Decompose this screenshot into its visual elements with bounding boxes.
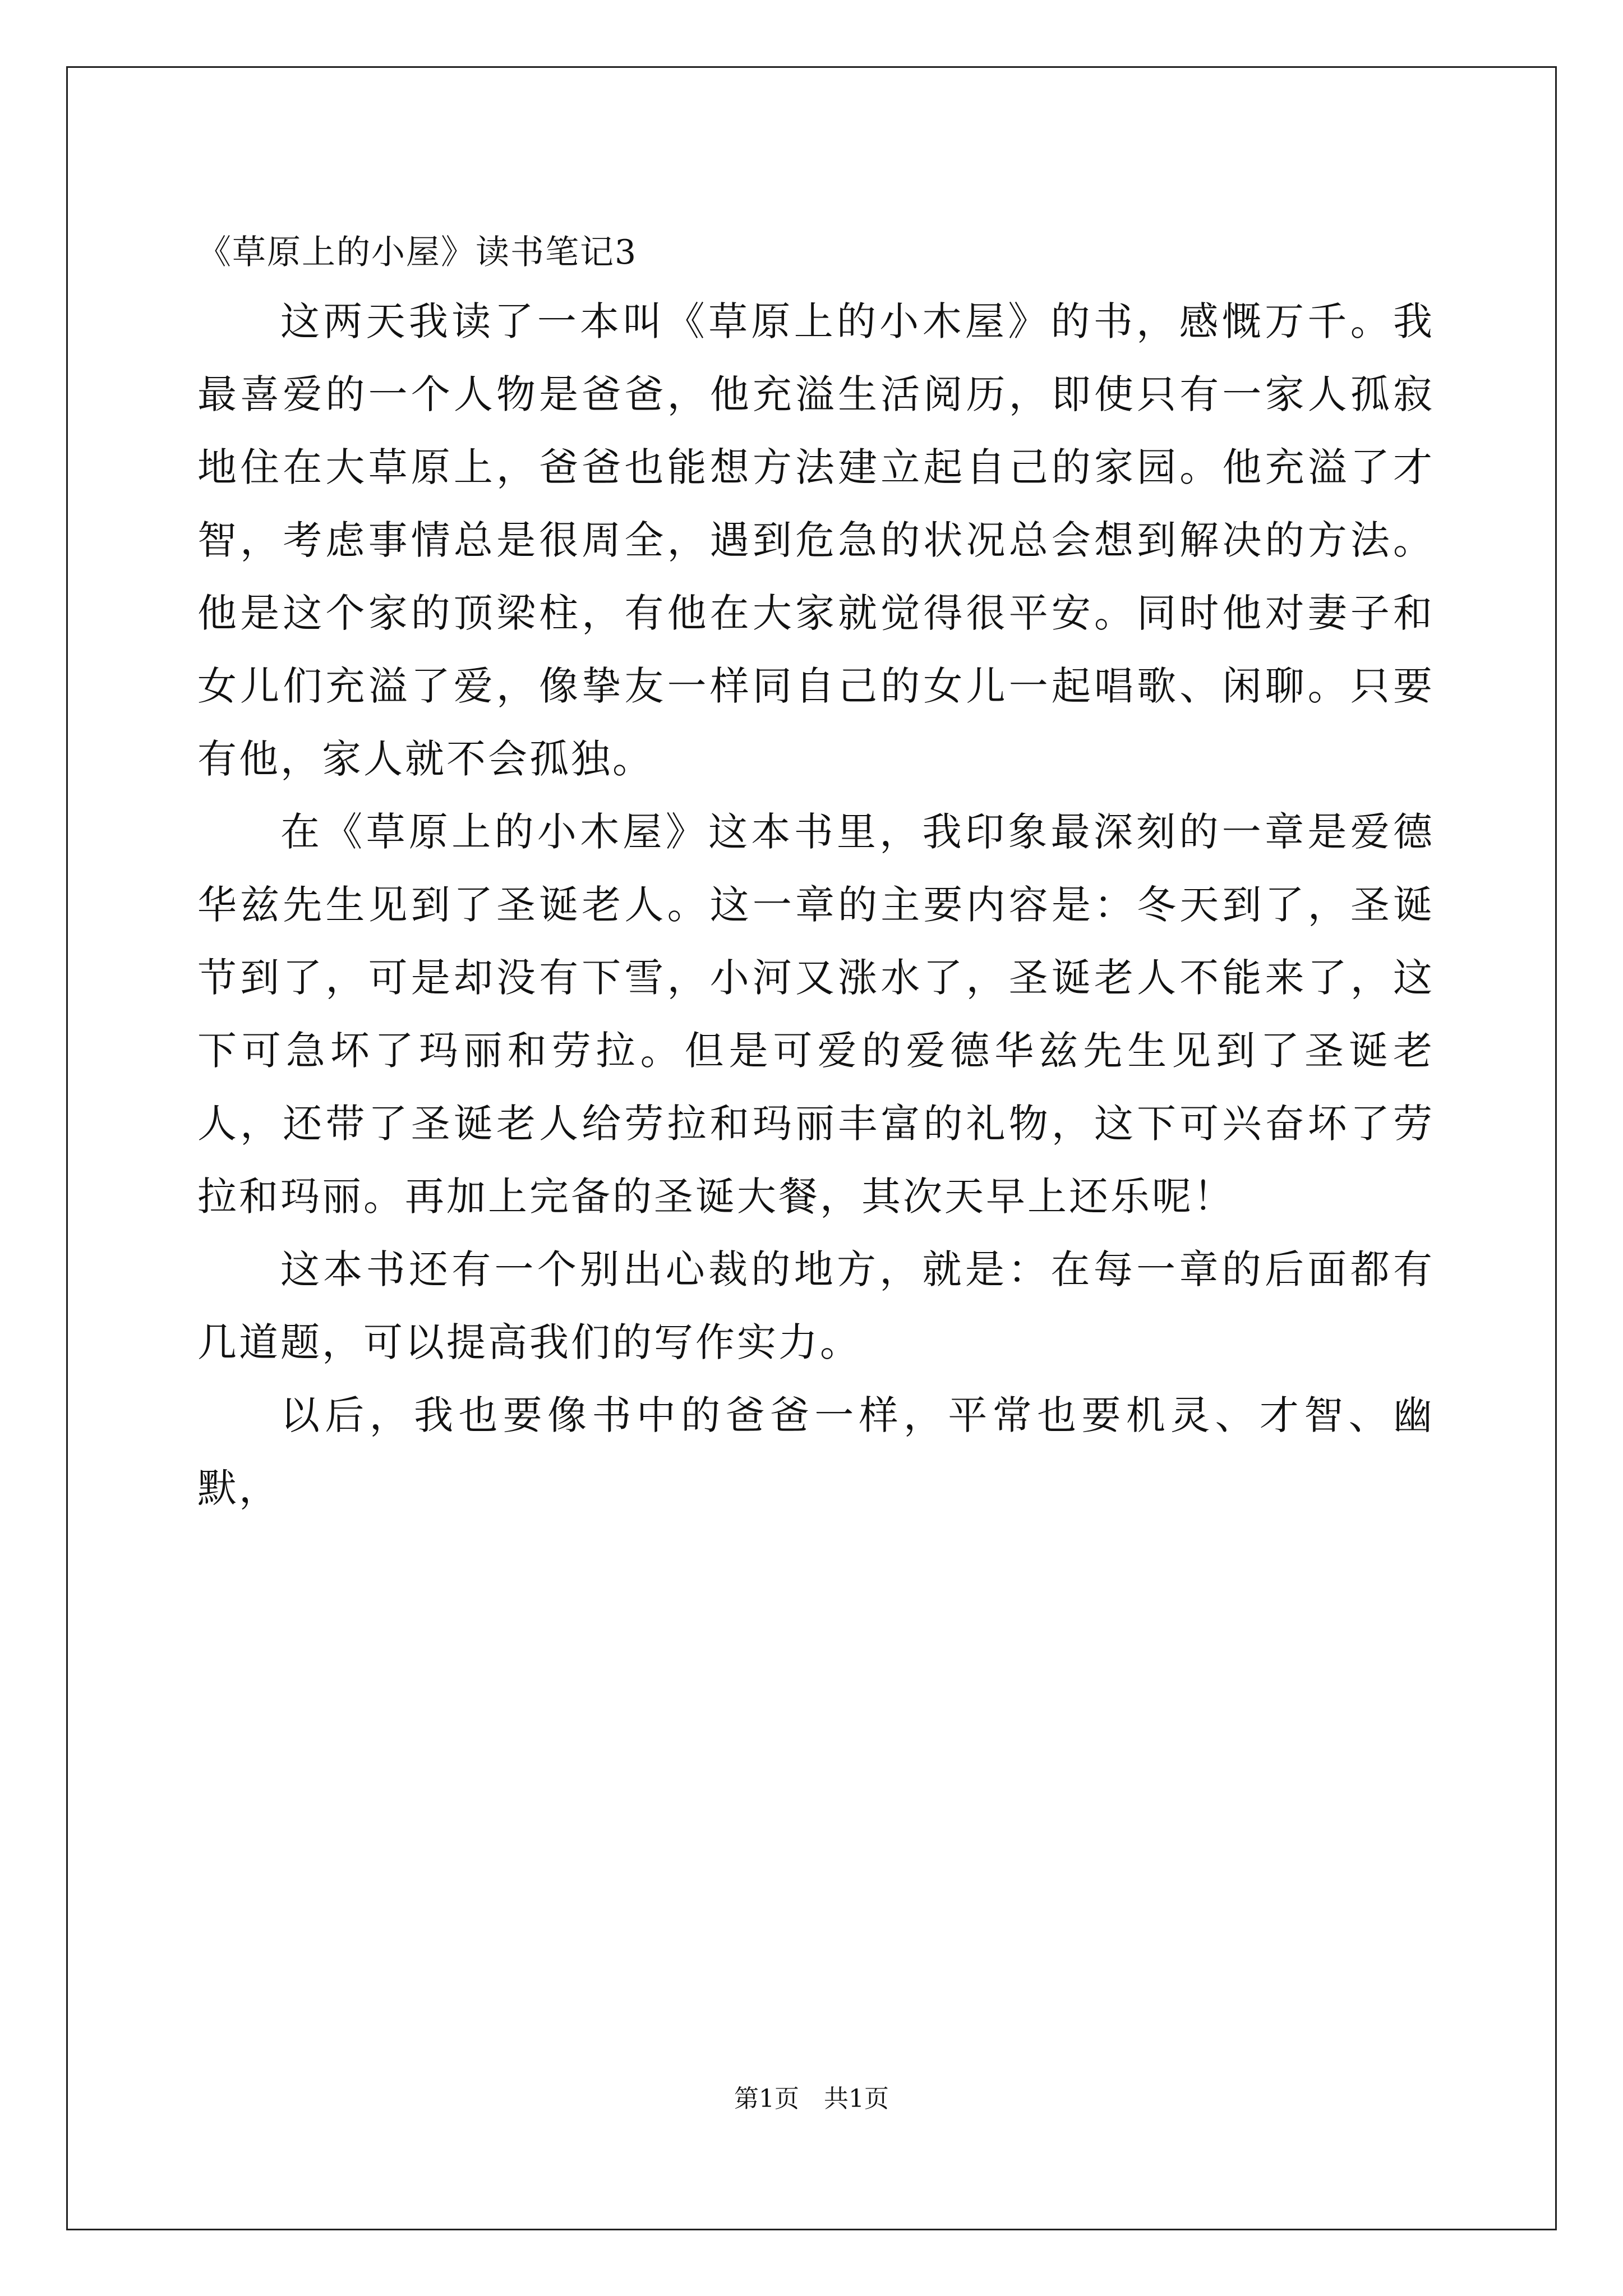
document-title: 《草原上的小屋》读书笔记3 xyxy=(197,233,638,272)
paragraph-2: 在《草原上的小木屋》这本书里，我印象最深刻的一章是爱德华兹先生见到了圣诞老人。这一章的主要内容是：冬天到了，圣诞节到了，可是却没有下雪，小河又涨水了，圣诞老人不能来了，这下可急坏了玛丽和劳拉。但是可爱的爱德华兹先生见到了圣诞老人，还带了圣诞老人给劳拉和玛丽丰富的礼物，这下可兴奋坏了劳拉和玛丽。再加上完备的圣诞大餐，其次天早上还乐呢！ xyxy=(197,809,1435,1220)
page-number: 第1页 共1页 xyxy=(734,2085,889,2113)
paragraph-4: 以后，我也要像书中的爸爸一样，平常也要机灵、才智、幽默， xyxy=(197,1392,1435,1511)
paragraph-3: 这本书还有一个别出心裁的地方，就是：在每一章的后面都有几道题，可以提高我们的写作实力。 xyxy=(197,1246,1435,1365)
document-body xyxy=(197,285,1435,1525)
paragraph-1: 这两天我读了一本叫《草原上的小木屋》的书，感慨万千。我最喜爱的一个人物是爸爸，他充溢生活阅历，即使只有一家人孤寂地住在大草原上，爸爸也能想方法建立起自己的家园。他充溢了才智，考虑事情总是很周全，遇到危急的状况总会想到解决的方法。他是这个家的顶梁柱，有他在大家就觉得很平安。同时他对妻子和女儿们充溢了爱，像挚友一样同自己的女儿一起唱歌、闲聊。只要有他，家人就不会孤独。 xyxy=(197,298,1435,782)
